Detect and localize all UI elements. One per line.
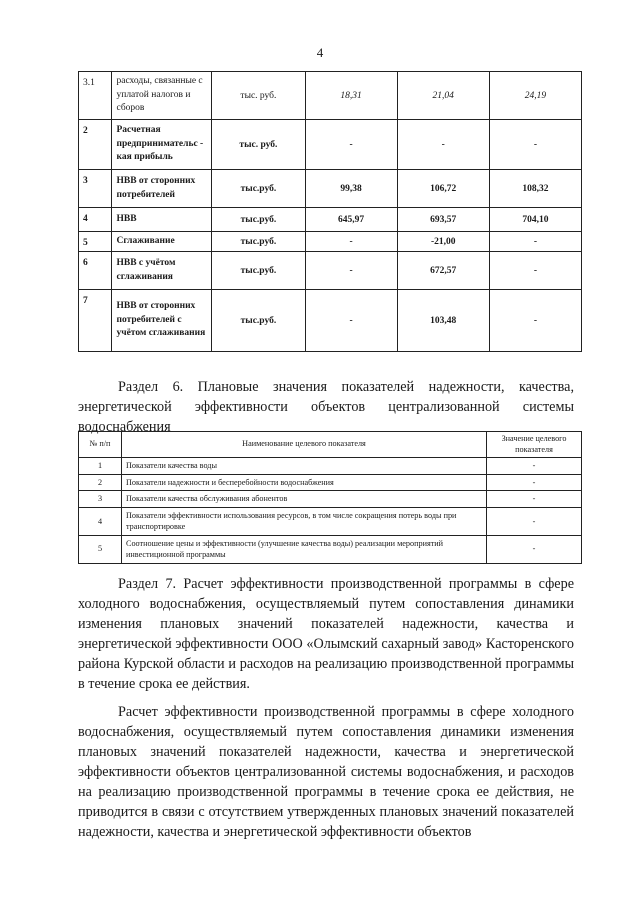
table-row [79,507,582,535]
row-value-2: 672,57 [397,252,489,290]
row-number: 3.1 [79,72,112,120]
indicator-name: Показатели эффективности использования ресурсов, в том числе сокращения потерь воды при транспортировке [122,507,487,535]
row-value-1: 645,97 [305,208,397,232]
row-value-1: - [305,120,397,170]
row-value-3: - [489,120,581,170]
row-name: Расчетная предпринимательс - кая прибыль [112,120,212,170]
section-7-body: Расчет эффективности производственной программы в сфере холодного водоснабжения, осуществляемый путем сопоставления динамики изменения плановых значений показателей надежности, качества и энергетической эффективности объектов централизованной системы водоснабжения, и расходов на реализацию производственной программы в течение срока ее действия, не приводится в связи с отсутствием утвержденных плановых значений показателей надежности, качества и энергетической эффективности объектов [78,704,574,840]
row-value-1: - [305,290,397,352]
indicator-value: - [487,474,582,490]
table-row [79,458,582,474]
row-name: НВВ от сторонних потребителей с учётом сглаживания [112,290,212,352]
table-row [79,170,582,208]
row-value-3: - [489,252,581,290]
row-number: 5 [79,232,112,252]
row-number: 4 [79,208,112,232]
row-value-2: - [397,120,489,170]
row-number: 6 [79,252,112,290]
indicator-number: 4 [79,507,122,535]
table-row [79,120,582,170]
row-number: 3 [79,170,112,208]
indicator-number: 2 [79,474,122,490]
page-number: 4 [316,45,324,60]
row-number: 7 [79,290,112,352]
row-unit: тыс.руб. [212,232,305,252]
financial-table [78,71,582,352]
table-row [79,252,582,290]
row-value-2: -21,00 [397,232,489,252]
indicator-value: - [487,458,582,474]
indicator-number: 1 [79,458,122,474]
row-value-2: 106,72 [397,170,489,208]
indicator-name: Показатели качества обслуживания абонентов [122,491,487,507]
indicator-name: Показатели качества воды [122,458,487,474]
row-unit: тыс.руб. [212,252,305,290]
row-value-1: 18,31 [305,72,397,120]
row-value-3: 108,32 [489,170,581,208]
indicator-number: 3 [79,491,122,507]
row-value-3: 704,10 [489,208,581,232]
row-value-2: 21,04 [397,72,489,120]
row-name: НВВ [112,208,212,232]
indicator-number: 5 [79,535,122,563]
header-number: № п/п [79,432,122,458]
row-name: НВВ от сторонних потребителей [112,170,212,208]
table-row [79,474,582,490]
row-value-1: - [305,252,397,290]
indicator-value: - [487,535,582,563]
row-unit: тыс. руб. [212,72,305,120]
table-row [79,232,582,252]
indicator-name: Соотношение цены и эффективности (улучшение качества воды) реализации мероприятий инвестиционной программы [122,535,487,563]
section-7-heading: Раздел 7. Расчет эффективности производственной программы в сфере холодного водоснабжения, осуществляемый путем сопоставления динамики изменения плановых значений показателей надежности, качества и энергетической эффективности ООО «Олымский сахарный завод» Касторенского района Курской области и расходов на реализацию производственной программы в течение срока ее действия. [78,576,574,692]
indicator-value: - [487,507,582,535]
row-value-3: - [489,232,581,252]
row-unit: тыс.руб. [212,290,305,352]
row-unit: тыс.руб. [212,208,305,232]
indicator-value: - [487,491,582,507]
row-value-1: - [305,232,397,252]
table-row [79,535,582,563]
indicator-name: Показатели надежности и бесперебойности водоснабжения [122,474,487,490]
row-name: Сглаживание [112,232,212,252]
row-value-2: 103,48 [397,290,489,352]
section-6-heading: Раздел 6. Плановые значения показателей надежности, качества, энергетической эффективности объектов централизованной системы водоснабжения [78,379,574,435]
row-value-1: 99,38 [305,170,397,208]
row-number: 2 [79,120,112,170]
row-name: НВВ с учётом сглаживания [112,252,212,290]
row-value-2: 693,57 [397,208,489,232]
table-row [79,290,582,352]
row-unit: тыс.руб. [212,170,305,208]
row-value-3: 24,19 [489,72,581,120]
table-row [79,208,582,232]
header-indicator-value: Значение целевого показателя [487,432,582,458]
table-row [79,491,582,507]
target-indicators-table [78,431,582,564]
header-indicator-name: Наименование целевого показателя [122,432,487,458]
row-unit: тыс. руб. [212,120,305,170]
table-row [79,72,582,120]
row-name: расходы, связанные с уплатой налогов и сборов [112,72,212,120]
row-value-3: - [489,290,581,352]
